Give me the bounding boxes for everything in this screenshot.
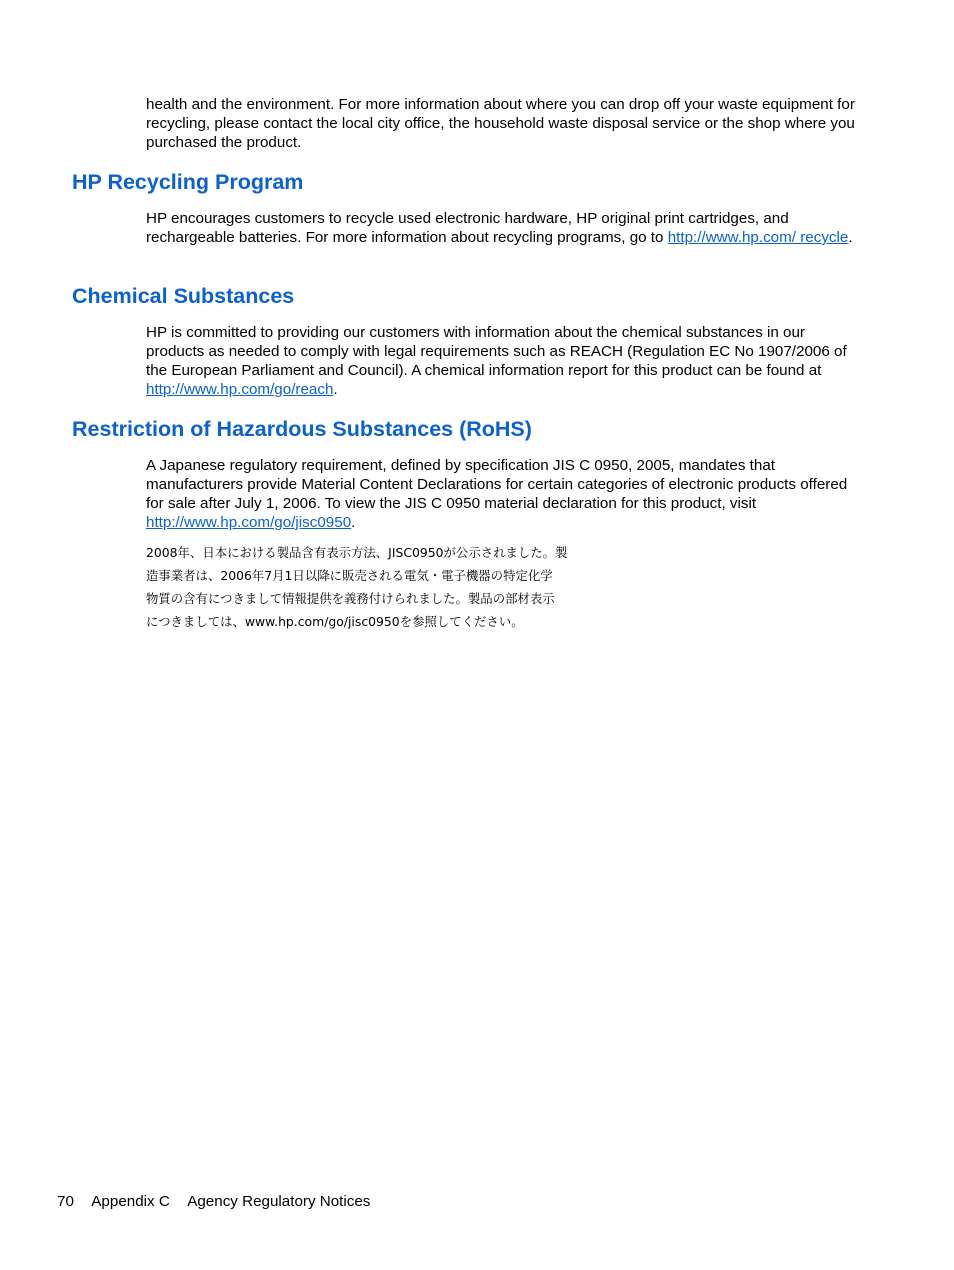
japanese-line: 物質の含有につきまして情報提供を義務付けられました。製品の部材表示 <box>146 591 555 606</box>
footer-section: Agency Regulatory Notices <box>187 1193 371 1210</box>
reach-link[interactable]: http://www.hp.com/go/reach <box>146 381 334 398</box>
recycling-end: . <box>848 229 853 246</box>
rohs-end: . <box>351 514 356 531</box>
japanese-notice <box>146 541 626 633</box>
recycling-text: HP encourages customers to recycle used electronic hardware, HP original print cartridges, and rechargeable batteries. For more information about recycling programs, go to <box>146 210 789 246</box>
page-footer <box>57 1192 384 1211</box>
rohs-paragraph <box>146 456 858 532</box>
chemical-paragraph <box>146 323 858 399</box>
intro-paragraph <box>146 95 858 152</box>
japanese-line: 造事業者は、2006年7月1日以降に販売される電気・電子機器の特定化学 <box>146 568 553 583</box>
rohs-heading: Restriction of Hazardous Substances (RoHS) <box>72 417 532 441</box>
footer-appendix: Appendix C <box>91 1193 170 1210</box>
jisc0950-link[interactable]: http://www.hp.com/go/jisc0950 <box>146 514 352 531</box>
intro-text: health and the environment. For more information about where you can drop off your waste equipment for recycling, please contact the local city office, the household waste disposal service or the shop where you purchased the product. <box>146 96 855 151</box>
recycling-paragraph <box>146 209 858 247</box>
chemical-text: HP is committed to providing our customers with information about the chemical substances in our products as needed to comply with legal requirements such as REACH (Regulation EC No 1907/2006 of the European Parliament and Council). A chemical information report for this product can be found at <box>146 324 847 379</box>
recycling-heading: HP Recycling Program <box>72 170 304 194</box>
chemical-end: . <box>333 381 338 398</box>
chemical-heading: Chemical Substances <box>72 284 295 308</box>
page-number: 70 <box>57 1193 74 1210</box>
japanese-line: につきましては、www.hp.com/go/jisc0950を参照してください。 <box>146 614 524 629</box>
japanese-line: 2008年、日本における製品含有表示方法、JISC0950が公示されました。製 <box>146 545 568 560</box>
recycling-link[interactable]: http://www.hp.com/ recycle <box>667 229 849 246</box>
rohs-text: A Japanese regulatory requirement, defined by specification JIS C 0950, 2005, mandates that manufacturers provide Material Content Declarations for certain categories of electronic products offered for sale after July 1, 2006. To view the JIS C 0950 material declaration for this product, visit <box>146 457 848 512</box>
